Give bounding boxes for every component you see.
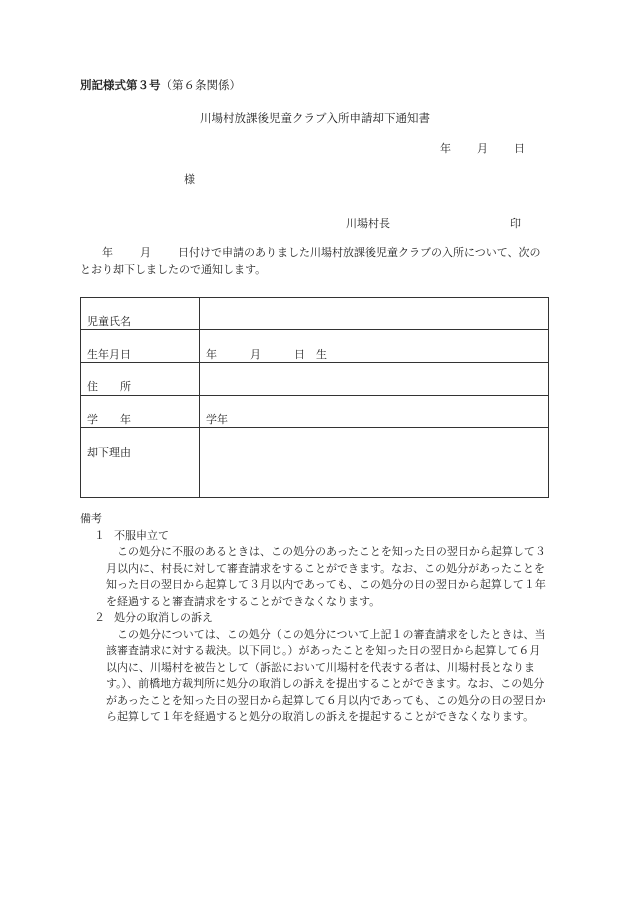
form-label-main: 別記様式第３号 (80, 78, 161, 92)
body-text: 日付けで申請のありました川場村放課後児童クラブの入所について、次のとおり却下しましたので通知します。 (80, 246, 541, 276)
birthdate-value: 年 月 日 生 (200, 330, 549, 363)
grade-value: 学年 (200, 396, 549, 428)
reason-value (200, 428, 549, 498)
note-item-title (80, 610, 550, 627)
body-year: 年 (102, 246, 113, 259)
document-title: 川場村放課後児童クラブ入所申請却下通知書 (200, 111, 430, 125)
child-name-label: 児童氏名 (81, 298, 200, 330)
notes-section (80, 511, 550, 726)
note-text: この処分に不服のあるときは、この処分のあったことを知った日の翌日から起算して３月以内に、村長に対して審査請求をすることができます。なお、この処分があったことを知った日の翌日から起算して３月以内であっても、この処分の日の翌日から起算して１年を経過すると審査請求をすることができなくなります。 (106, 545, 546, 608)
reason-label: 却下理由 (81, 428, 200, 498)
note-title: 不服申立て (114, 528, 169, 542)
date-year: 年 (440, 142, 451, 155)
info-table (80, 297, 549, 498)
body-month: 月 (140, 246, 151, 259)
date-line (440, 140, 525, 156)
notice-body (80, 244, 550, 278)
date-day: 日 (514, 142, 525, 155)
notes-heading: 備考 (80, 512, 102, 525)
birthdate-label: 生年月日 (81, 330, 200, 363)
note-item-title (80, 528, 550, 545)
issuer-seal: 印 (510, 217, 521, 230)
address-label: 住 所 (81, 363, 200, 396)
form-label-sub: （第６条関係） (160, 78, 241, 92)
note-title: 処分の取消しの訴え (114, 611, 213, 624)
issuer-name: 川場村長 (346, 217, 390, 230)
form-label (80, 77, 241, 93)
note-number: １ (94, 528, 105, 542)
date-month: 月 (477, 142, 488, 155)
note-number: ２ (94, 611, 105, 624)
address-value (200, 363, 549, 396)
table-row (81, 363, 549, 396)
table-row (81, 428, 549, 498)
note-text: この処分については、この処分（この処分について上記１の審査請求をしたときは、当該審査請求に対する裁決。以下同じ。）があったことを知った日の翌日から起算して６月以内に、川場村を被告として（訴訟において川場村を代表する者は、川場村長となります。）、前橋地方裁判所に処分の取消しの訴えを提出することができます。なお、この処分があったことを知った日の翌日から起算して６月以内であっても、この処分の日の翌日から起算して１年を経過すると処分の取消しの訴えを提起することができなくなります。 (106, 627, 546, 723)
table-row (81, 298, 549, 330)
table-row (81, 330, 549, 363)
child-name-value (200, 298, 549, 330)
grade-label: 学 年 (81, 396, 200, 428)
table-row (81, 396, 549, 428)
addressee-suffix: 様 (184, 173, 195, 186)
